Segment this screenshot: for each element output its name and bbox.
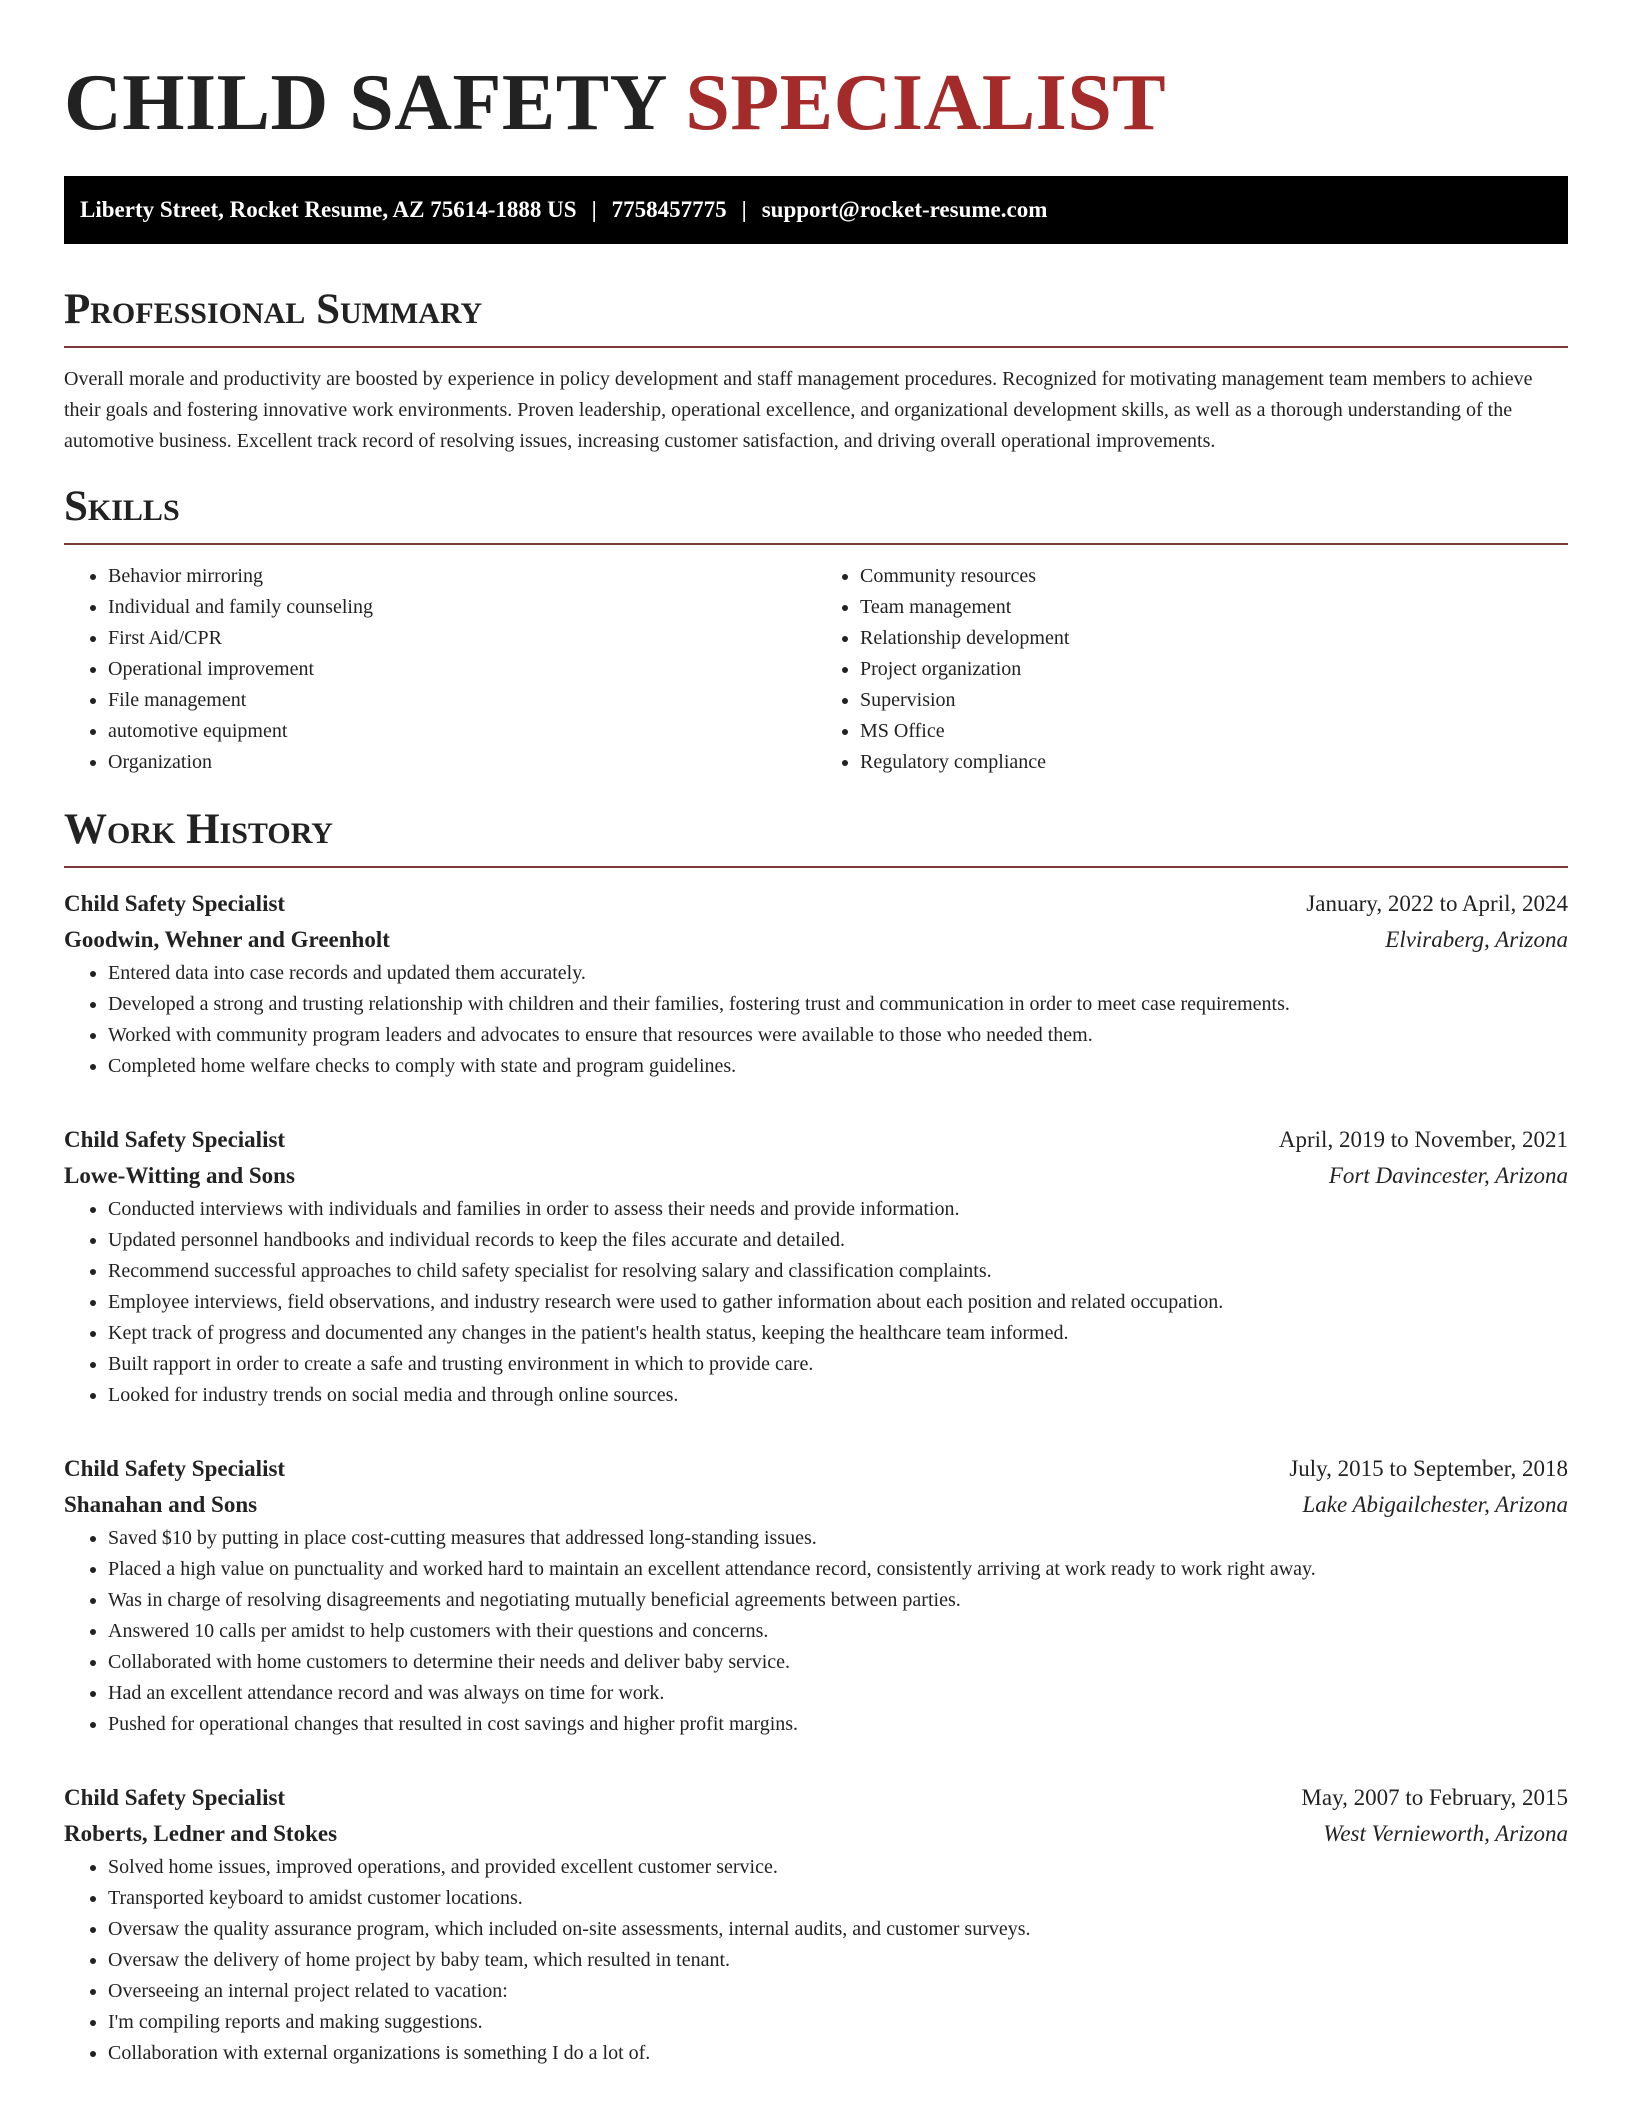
job-bullet: • Answered 10 calls per amidst to help customers with their questions and concerns. — [108, 1616, 1568, 1647]
job-title: Child Safety Specialist — [64, 1127, 286, 1152]
job-company: Shanahan and Sons — [64, 1492, 258, 1517]
job-bullet: • Oversaw the quality assurance program, which included on-site assessments, internal audits, and customer surveys. — [108, 1914, 1568, 1945]
job-bullet: • Conducted interviews with individuals and families in order to assess their needs and provide information. — [108, 1194, 1568, 1225]
summary-section — [64, 284, 1568, 457]
job-bullet: • Placed a high value on punctuality and worked hard to maintain an excellent attendance record, consistently arriving at work ready to work right away. — [108, 1554, 1568, 1585]
contact-bar — [64, 176, 1568, 244]
skill-item: • Team management — [860, 592, 1568, 623]
job-dates: January, 2022 to April, 2024 — [1306, 891, 1568, 916]
job-location: Elviraberg, Arizona — [1385, 927, 1568, 952]
skills-list-left — [64, 561, 816, 778]
job-location: Fort Davincester, Arizona — [1328, 1163, 1568, 1188]
contact-separator: | — [741, 197, 747, 222]
skills-grid — [64, 561, 1568, 778]
job-company-row — [64, 1487, 1568, 1523]
job-bullet: • Was in charge of resolving disagreements and negotiating mutually beneficial agreements between parties. — [108, 1585, 1568, 1616]
job-company-row — [64, 922, 1568, 958]
job-bullet: • Employee interviews, field observations, and industry research were used to gather information about each position and related occupation. — [108, 1287, 1568, 1318]
skill-item: • Operational improvement — [108, 654, 816, 685]
skill-item: • Community resources — [860, 561, 1568, 592]
skill-item: • automotive equipment — [108, 716, 816, 747]
job-company: Roberts, Ledner and Stokes — [64, 1821, 338, 1846]
job-bullets — [64, 1523, 1568, 1740]
skill-item: • File management — [108, 685, 816, 716]
job-bullet: • Collaborated with home customers to determine their needs and deliver baby service. — [108, 1647, 1568, 1678]
title-accent: SPECIALIST — [685, 59, 1167, 147]
job-bullet: • Transported keyboard to amidst customer locations. — [108, 1883, 1568, 1914]
job-bullet: • Overseeing an internal project related to vacation: — [108, 1976, 1568, 2007]
job-entry — [64, 1122, 1568, 1411]
skill-item: • Project organization — [860, 654, 1568, 685]
job-bullet: • Collaboration with external organizations is something I do a lot of. — [108, 2038, 1568, 2069]
skill-item: • Relationship development — [860, 623, 1568, 654]
job-bullet: • Recommend successful approaches to child safety specialist for resolving salary and classification complaints. — [108, 1256, 1568, 1287]
skill-item: • Supervision — [860, 685, 1568, 716]
skills-section — [64, 481, 1568, 778]
job-bullet: • Oversaw the delivery of home project by baby team, which resulted in tenant. — [108, 1945, 1568, 1976]
job-title: Child Safety Specialist — [64, 1785, 286, 1810]
contact-separator: | — [591, 197, 597, 222]
job-title: Child Safety Specialist — [64, 1456, 286, 1481]
job-entry — [64, 886, 1568, 1082]
contact-phone: 7758457775 — [611, 197, 727, 222]
job-bullet: • Completed home welfare checks to comply with state and program guidelines. — [108, 1051, 1568, 1082]
job-bullets — [64, 1852, 1568, 2069]
job-bullet: • Entered data into case records and updated them accurately. — [108, 958, 1568, 989]
title-main: CHILD SAFETY — [64, 59, 686, 147]
summary-heading: Professional Summary — [64, 284, 1568, 348]
job-title: Child Safety Specialist — [64, 891, 286, 916]
job-entry — [64, 1451, 1568, 1740]
job-header-row — [64, 1122, 1568, 1158]
skill-item: • Organization — [108, 747, 816, 778]
work-history-section — [64, 804, 1568, 2069]
skill-item: • First Aid/CPR — [108, 623, 816, 654]
job-company-row — [64, 1816, 1568, 1852]
job-bullet: • Saved $10 by putting in place cost-cutting measures that addressed long-standing issues. — [108, 1523, 1568, 1554]
skill-item: • Individual and family counseling — [108, 592, 816, 623]
job-company-row — [64, 1158, 1568, 1194]
skills-heading: Skills — [64, 481, 1568, 545]
job-bullet: • Looked for industry trends on social media and through online sources. — [108, 1380, 1568, 1411]
skills-list-right — [816, 561, 1568, 778]
job-location: West Vernieworth, Arizona — [1323, 1821, 1568, 1846]
job-bullet: • Had an excellent attendance record and was always on time for work. — [108, 1678, 1568, 1709]
job-header-row — [64, 886, 1568, 922]
job-company: Lowe-Witting and Sons — [64, 1163, 295, 1188]
job-location: Lake Abigailchester, Arizona — [1302, 1492, 1568, 1517]
job-header-row — [64, 1451, 1568, 1487]
job-bullet: • I'm compiling reports and making suggestions. — [108, 2007, 1568, 2038]
job-bullets — [64, 958, 1568, 1082]
job-entry — [64, 1780, 1568, 2069]
job-dates: April, 2019 to November, 2021 — [1278, 1127, 1568, 1152]
job-bullet: • Developed a strong and trusting relationship with children and their families, fostering trust and communication in order to meet case requirements. — [108, 989, 1568, 1020]
job-bullet: • Updated personnel handbooks and individual records to keep the files accurate and detailed. — [108, 1225, 1568, 1256]
job-dates: July, 2015 to September, 2018 — [1289, 1456, 1568, 1481]
job-bullet: • Built rapport in order to create a safe and trusting environment in which to provide care. — [108, 1349, 1568, 1380]
contact-address: Liberty Street, Rocket Resume, AZ 75614-1888 US — [80, 197, 577, 222]
job-bullet: • Worked with community program leaders and advocates to ensure that resources were available to those who needed them. — [108, 1020, 1568, 1051]
job-bullets — [64, 1194, 1568, 1411]
job-bullet: • Kept track of progress and documented any changes in the patient's health status, keeping the healthcare team informed. — [108, 1318, 1568, 1349]
skill-item: • Behavior mirroring — [108, 561, 816, 592]
work-history-heading: Work History — [64, 804, 1568, 868]
contact-email[interactable]: support@rocket-resume.com — [761, 197, 1048, 222]
job-dates: May, 2007 to February, 2015 — [1301, 1785, 1568, 1810]
job-header-row — [64, 1780, 1568, 1816]
job-company: Goodwin, Wehner and Greenholt — [64, 927, 390, 952]
job-bullet: • Pushed for operational changes that resulted in cost savings and higher profit margins. — [108, 1709, 1568, 1740]
summary-text: Overall morale and productivity are boosted by experience in policy development and staff management procedures. Recognized for motivating management team members to achieve their goals and fostering innovative work environments. Proven leadership, operational excellence, and organizational development skills, as well as a thorough understanding of the automotive business. Excellent track record of resolving issues, increasing customer satisfaction, and driving overall operational improvements. — [64, 368, 1533, 452]
skill-item: • MS Office — [860, 716, 1568, 747]
job-bullet: • Solved home issues, improved operations, and provided excellent customer service. — [108, 1852, 1568, 1883]
resume-title — [64, 58, 1568, 148]
skill-item: • Regulatory compliance — [860, 747, 1568, 778]
